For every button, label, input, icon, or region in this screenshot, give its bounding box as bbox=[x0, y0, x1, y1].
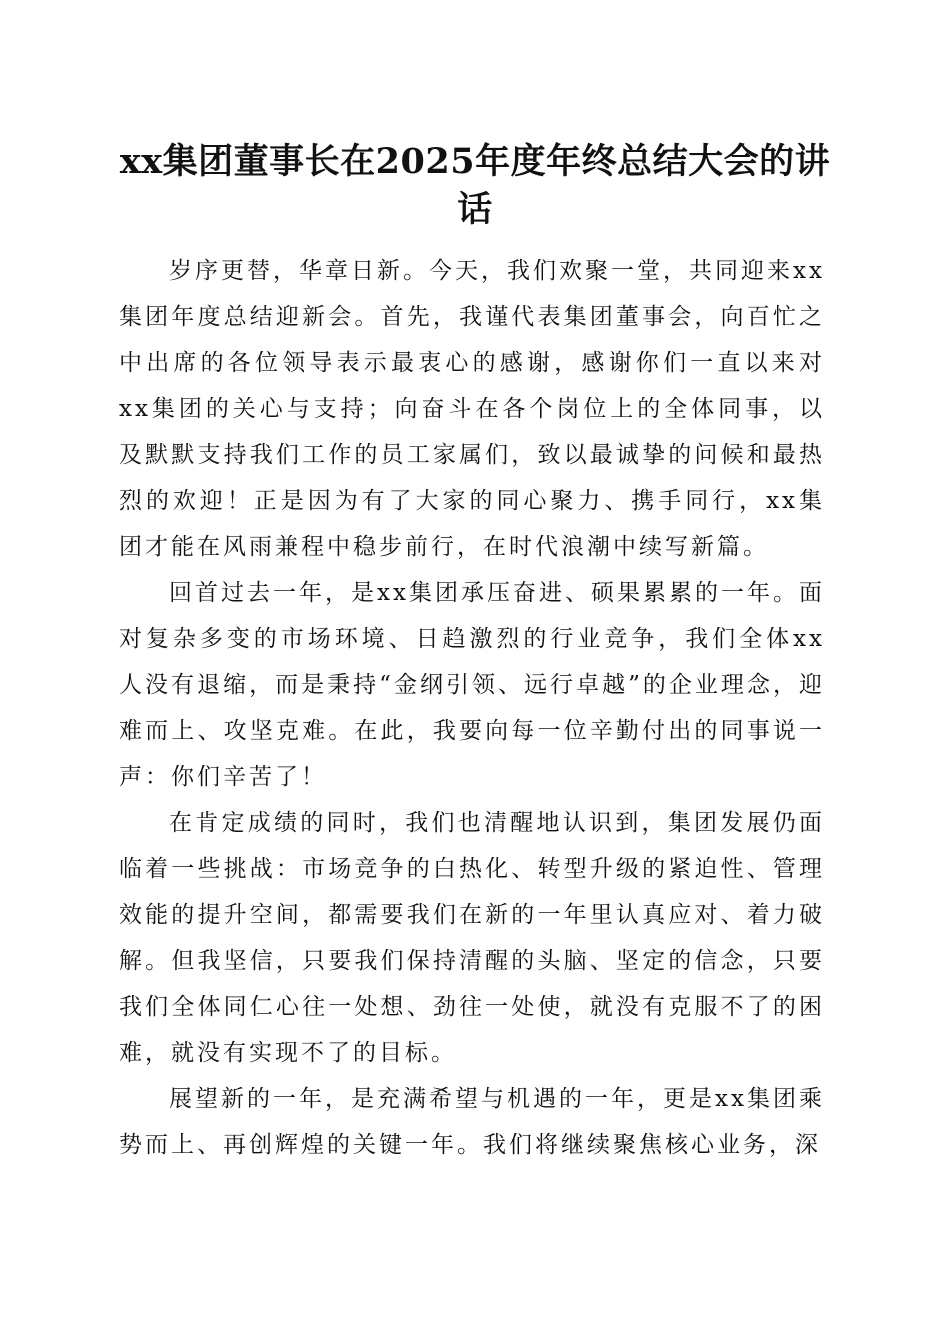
document-title: xx集团董事长在2025年度年终总结大会的讲话 bbox=[119, 141, 831, 230]
paragraph-2: 回首过去一年，是xx集团承压奋进、硕果累累的一年。面对复杂多变的市场环境、日趋激烈的行业竞争，我们全体xx人没有退缩，而是秉持“金纲引领、远行卓越”的企业理念，迎难而上、攻坚克难。在此，我要向每一位辛勤付出的同事说一声：你们辛苦了！ bbox=[119, 580, 825, 790]
paragraph-1: 岁序更替，华章日新。今天，我们欢聚一堂，共同迎来xx集团年度总结迎新会。首先，我谨代表集团董事会，向百忙之中出席的各位领导表示最衷心的感谢，感谢你们一直以来对xx集团的关心与支持；向奋斗在各个岗位上的全体同事，以及默默支持我们工作的员工家属们，致以最诚挚的问候和最热烈的欢迎！正是因为有了大家的同心聚力、携手同行，xx集团才能在风雨兼程中稳步前行，在时代浪潮中续写新篇。 bbox=[119, 258, 825, 560]
paragraph-4: 展望新的一年，是充满希望与机遇的一年，更是xx集团乘势而上、再创辉煌的关键一年。我们将继续聚焦核心业务，深 bbox=[119, 1086, 825, 1158]
document-body bbox=[119, 248, 825, 1168]
paragraph-3: 在肯定成绩的同时，我们也清醒地认识到，集团发展仍面临着一些挑战：市场竞争的白热化、转型升级的紧迫性、管理效能的提升空间，都需要我们在新的一年里认真应对、着力破解。但我坚信，只要我们保持清醒的头脑、坚定的信念，只要我们全体同仁心往一处想、劲往一处使，就没有克服不了的困难，就没有实现不了的目标。 bbox=[119, 810, 825, 1066]
